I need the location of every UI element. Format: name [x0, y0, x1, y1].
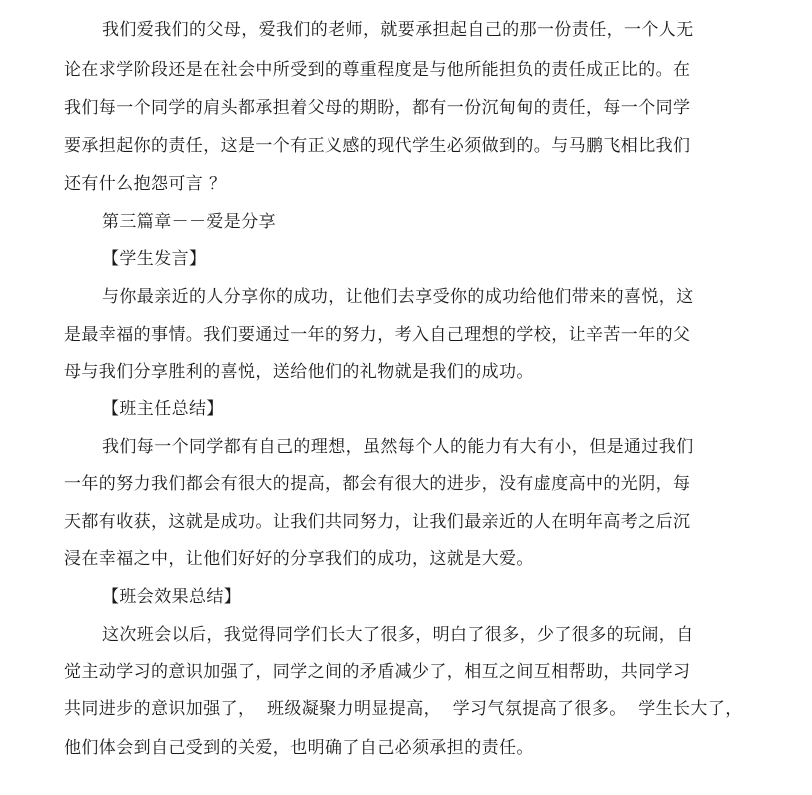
- paragraph-line: 我们爱我们的父母，爱我们的老师，就要承担起自己的那一份责任，一个人无: [102, 20, 694, 40]
- paragraph-line: 他们体会到自己受到的关爱，也明确了自己必须承担的责任。: [64, 738, 534, 758]
- student-speech-heading: 【学生发言】: [102, 249, 207, 269]
- paragraph-line: 我们每一个同学的肩头都承担着父母的期盼，都有一份沉甸甸的责任，每一个同学: [64, 98, 691, 118]
- paragraph-line: 要承担起你的责任，这是一个有正义感的现代学生必须做到的。与马鹏飞相比我们: [64, 136, 691, 156]
- paragraph-line: 母与我们分享胜利的喜悦，送给他们的礼物就是我们的成功。: [64, 362, 534, 382]
- paragraph-line: 浸在幸福之中，让他们好好的分享我们的成功，这就是大爱。: [64, 549, 534, 569]
- paragraph-line: 共同进步的意识加强了， 班级凝聚力明显提高， 学习气氛提高了很多。 学生长大了，: [64, 699, 743, 719]
- paragraph-line: 是最幸福的事情。我们要通过一年的努力，考入自己理想的学校，让辛苦一年的父: [64, 325, 691, 345]
- paragraph-line: 天都有收获，这就是成功。让我们共同努力，让我们最亲近的人在明年高考之后沉: [64, 512, 691, 532]
- meeting-effect-heading: 【班会效果总结】: [102, 587, 242, 607]
- paragraph-line: 论在求学阶段还是在社会中所受到的尊重程度是与他所能担负的责任成正比的。在: [64, 60, 691, 80]
- paragraph-line: 与你最亲近的人分享你的成功，让他们去享受你的成功给他们带来的喜悦，这: [102, 287, 694, 307]
- section-title: 第三篇章－－爱是分享: [102, 212, 276, 232]
- teacher-summary-heading: 【班主任总结】: [102, 399, 224, 419]
- paragraph-line: 一年的努力我们都会有很大的提高，都会有很大的进步，没有虚度高中的光阴，每: [64, 474, 691, 494]
- paragraph-line: 觉主动学习的意识加强了，同学之间的矛盾减少了，相互之间互相帮助，共同学习: [64, 662, 691, 682]
- paragraph-line: 这次班会以后，我觉得同学们长大了很多，明白了很多，少了很多的玩闹，自: [102, 625, 694, 645]
- paragraph-line: 还有什么抱怨可言 ？: [64, 174, 227, 194]
- paragraph-line: 我们每一个同学都有自己的理想，虽然每个人的能力有大有小，但是通过我们: [102, 437, 694, 457]
